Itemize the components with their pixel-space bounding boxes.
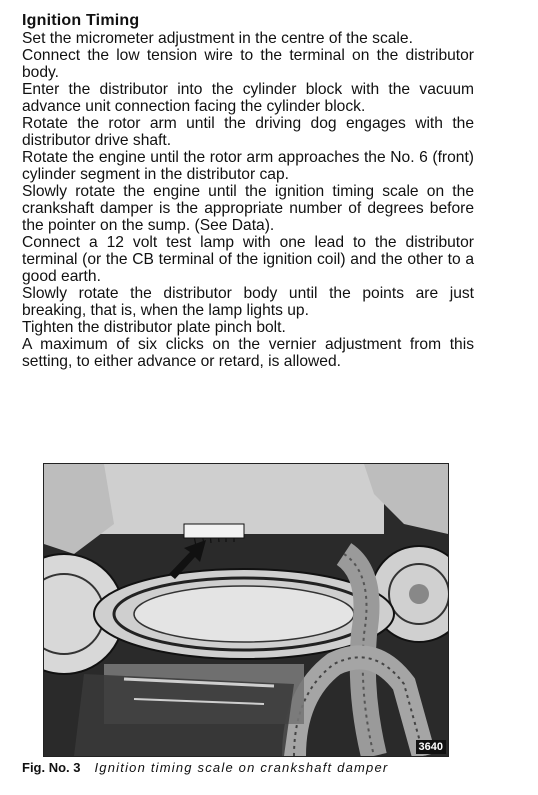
instruction-paragraph: A maximum of six clicks on the vernier adjustment from this setting, to either advance or retard, is allowed. — [22, 336, 474, 370]
engine-figure — [43, 463, 449, 757]
instruction-paragraph: Tighten the distributor plate pinch bolt. — [22, 319, 286, 336]
instruction-paragraph: Rotate the engine until the rotor arm approaches the No. 6 (front) cylinder segment in the distributor cap. — [22, 149, 474, 183]
figure-number-tag: 3640 — [416, 740, 446, 754]
instruction-paragraph: Enter the distributor into the cylinder block with the vacuum advance unit connection facing the cylinder block. — [22, 81, 474, 115]
instruction-paragraph: Slowly rotate the distributor body until the points are just breaking, that is, when the lamp lights up. — [22, 285, 474, 319]
caption-text: Ignition timing scale on crankshaft damper — [94, 760, 389, 775]
figure-caption — [22, 760, 492, 776]
instruction-paragraph: Slowly rotate the engine until the ignition timing scale on the crankshaft damper is the appropriate number of degrees before the pointer on the sump. (See Data). — [22, 183, 474, 234]
caption-label: Fig. No. 3 — [22, 760, 81, 775]
instruction-paragraph: Connect the low tension wire to the terminal on the distributor body. — [22, 47, 474, 81]
crankshaft-damper-illustration — [44, 464, 448, 756]
instructions-body — [22, 30, 474, 370]
instruction-paragraph: Set the micrometer adjustment in the centre of the scale. — [22, 30, 413, 47]
section-heading: Ignition Timing — [22, 12, 140, 29]
instruction-paragraph: Connect a 12 volt test lamp with one lead to the distributor terminal (or the CB terminal of the ignition coil) and the other to a good earth. — [22, 234, 474, 285]
instruction-paragraph: Rotate the rotor arm until the driving dog engages with the distributor drive shaft. — [22, 115, 474, 149]
